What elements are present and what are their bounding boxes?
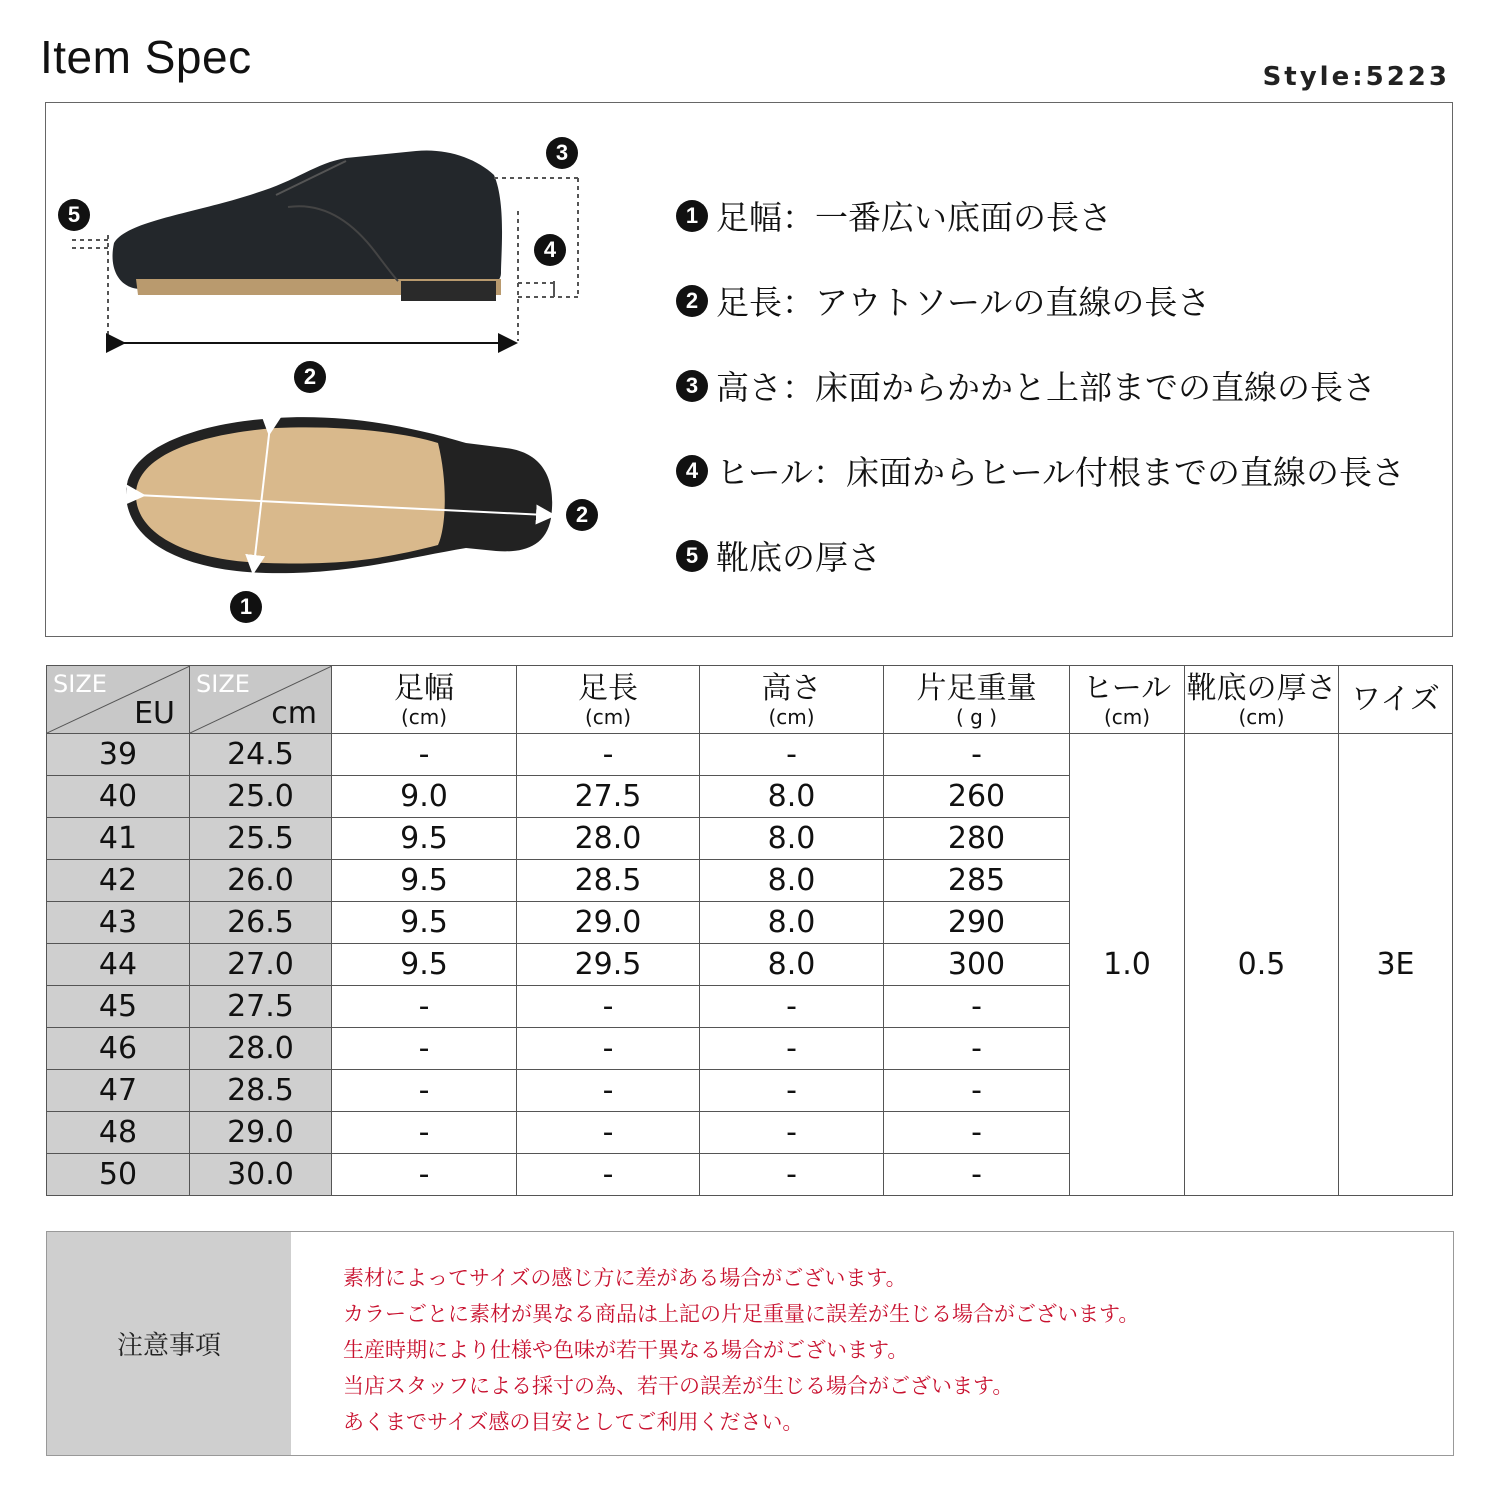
cell-cm: 30.0 [190,1154,332,1196]
cell-length: - [517,1112,700,1154]
cell-height: - [700,734,884,776]
cell-width: - [332,1112,517,1154]
cell-height: - [700,986,884,1028]
cell-eu: 48 [47,1112,190,1154]
col-header-height: 高さ (cm) [700,666,884,734]
legend-text: 高さ：床面からかかと上部までの直線の長さ [716,368,1376,407]
cell-width: 9.5 [332,818,517,860]
marker-4-icon: 4 [534,234,566,266]
cell-height: 8.0 [700,818,884,860]
marker-2-icon: 2 [294,361,326,393]
cell-width: - [332,1028,517,1070]
marker-3-icon: 3 [546,137,578,169]
notes-box [46,1231,1454,1456]
cell-heel: 1.0 [1070,734,1185,1196]
shoe-side-view [113,150,503,289]
cell-length: - [517,1154,700,1196]
legend-item-width [676,173,1446,258]
size-eu-header [47,666,190,734]
cell-weight: - [884,986,1070,1028]
cell-eu: 42 [47,860,190,902]
size-cm-bottom-label: cm [271,696,317,731]
legend-text: 足幅：一番広い底面の長さ [716,198,1112,237]
cell-height: - [700,1154,884,1196]
cell-height: - [700,1070,884,1112]
col-header-wise: ワイズ [1339,666,1453,734]
measurement-legend [676,173,1446,598]
cell-width: - [332,986,517,1028]
legend-number-icon: 1 [676,200,708,232]
cell-eu: 50 [47,1154,190,1196]
cell-cm: 28.0 [190,1028,332,1070]
cell-width: - [332,1154,517,1196]
cell-weight: 260 [884,776,1070,818]
col-header-sole: 靴底の厚さ (cm) [1185,666,1339,734]
legend-item-length [676,258,1446,343]
col-header-heel: ヒール (cm) [1070,666,1185,734]
size-eu-top-label: SIZE [53,670,107,698]
size-eu-bottom-label: EU [134,696,175,731]
legend-text: 足長：アウトソールの直線の長さ [716,283,1211,322]
size-cm-header [190,666,332,734]
cell-eu: 43 [47,902,190,944]
cell-wise: 3E [1339,734,1453,1196]
cell-height: - [700,1112,884,1154]
size-cm-top-label: SIZE [196,670,250,698]
cell-eu: 46 [47,1028,190,1070]
col-header-width: 足幅 (cm) [332,666,517,734]
cell-weight: - [884,1154,1070,1196]
cell-height: 8.0 [700,860,884,902]
cell-weight: - [884,1028,1070,1070]
cell-height: 8.0 [700,776,884,818]
legend-number-icon: 3 [676,370,708,402]
cell-weight: 300 [884,944,1070,986]
cell-length: - [517,1028,700,1070]
marker-1-icon: 1 [230,591,262,623]
legend-text: 靴底の厚さ [716,538,881,577]
cell-length: 28.0 [517,818,700,860]
notes-list [291,1232,1139,1455]
page-title: Item Spec [40,31,252,83]
legend-number-icon: 4 [676,455,708,487]
col-header-weight: 片足重量 ( g ) [884,666,1070,734]
cell-eu: 47 [47,1070,190,1112]
cell-length: 27.5 [517,776,700,818]
cell-weight: - [884,1070,1070,1112]
legend-number-icon: 5 [676,540,708,572]
note-line: 素材によってサイズの感じ方に差がある場合がございます。 [343,1266,907,1290]
cell-sole-thickness: 0.5 [1185,734,1339,1196]
legend-item-heel [676,428,1446,513]
note-line: 当店スタッフによる採寸の為、若干の誤差が生じる場合がございます。 [343,1374,1014,1398]
cell-width: 9.5 [332,860,517,902]
legend-number-icon: 2 [676,285,708,317]
cell-height: 8.0 [700,944,884,986]
table-row [47,734,1453,776]
cell-length: 29.5 [517,944,700,986]
cell-length: - [517,734,700,776]
cell-weight: - [884,1112,1070,1154]
cell-eu: 45 [47,986,190,1028]
notes-label: 注意事項 [47,1232,291,1455]
cell-height: 8.0 [700,902,884,944]
col-header-length: 足長 (cm) [517,666,700,734]
cell-cm: 25.5 [190,818,332,860]
note-line: 生産時期により仕様や色味が若干異なる場合がございます。 [343,1338,909,1362]
shoe-illustration [46,103,666,636]
cell-cm: 25.0 [190,776,332,818]
cell-length: 28.5 [517,860,700,902]
cell-weight: - [884,734,1070,776]
measurement-diagram [45,102,1453,637]
note-line: あくまでサイズ感の目安としてご利用ください。 [343,1410,804,1434]
cell-height: - [700,1028,884,1070]
cell-cm: 29.0 [190,1112,332,1154]
legend-item-height [676,343,1446,428]
legend-text: ヒール：床面からヒール付根までの直線の長さ [716,453,1406,492]
cell-cm: 24.5 [190,734,332,776]
cell-cm: 26.0 [190,860,332,902]
cell-width: 9.5 [332,902,517,944]
cell-cm: 27.0 [190,944,332,986]
cell-length: - [517,1070,700,1112]
legend-item-sole [676,513,1446,598]
size-spec-table [46,665,1453,1196]
cell-eu: 44 [47,944,190,986]
cell-width: - [332,734,517,776]
note-line: カラーごとに素材が異なる商品は上記の片足重量に誤差が生じる場合がございます。 [343,1302,1140,1326]
cell-length: - [517,986,700,1028]
cell-cm: 28.5 [190,1070,332,1112]
cell-weight: 280 [884,818,1070,860]
cell-weight: 290 [884,902,1070,944]
cell-eu: 41 [47,818,190,860]
cell-eu: 39 [47,734,190,776]
marker-2-sole-icon: 2 [566,499,598,531]
cell-width: - [332,1070,517,1112]
cell-eu: 40 [47,776,190,818]
cell-width: 9.0 [332,776,517,818]
cell-length: 29.0 [517,902,700,944]
cell-cm: 26.5 [190,902,332,944]
style-code: Style:5223 [1262,62,1450,92]
cell-weight: 285 [884,860,1070,902]
cell-cm: 27.5 [190,986,332,1028]
cell-width: 9.5 [332,944,517,986]
marker-5-icon: 5 [58,199,90,231]
